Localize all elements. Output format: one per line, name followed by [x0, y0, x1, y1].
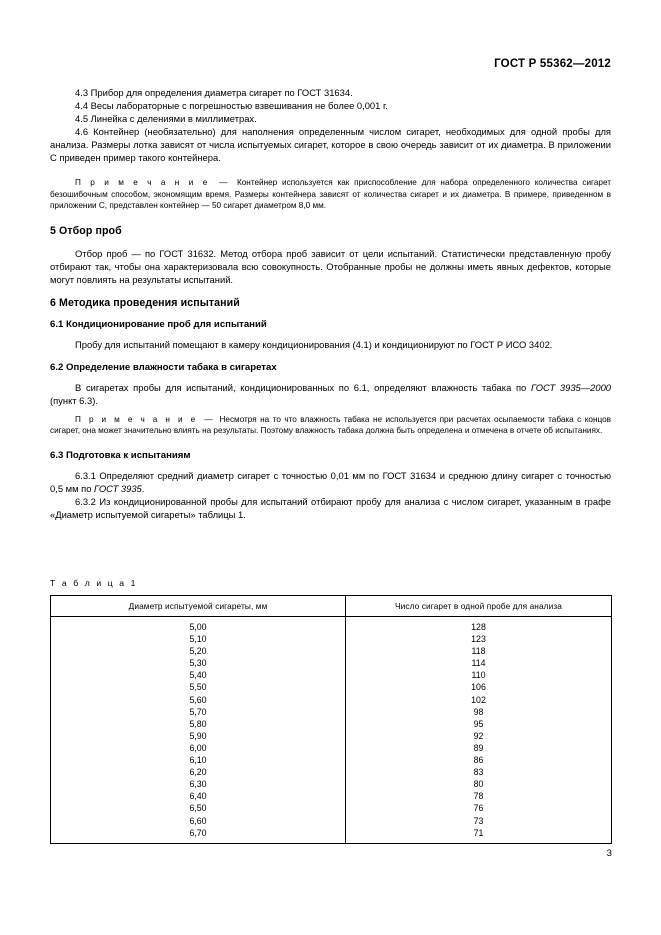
cell-count: 110 [346, 669, 612, 681]
cell-diameter: 6,60 [51, 815, 346, 827]
table-row [51, 681, 612, 693]
table-header [51, 596, 612, 617]
cell-count: 106 [346, 681, 612, 693]
clause-6-2-heading: 6.2 Определение влажности табака в сигаретах [50, 361, 277, 373]
note-2 [50, 414, 611, 437]
section-6-heading: 6 Методика проведения испытаний [50, 296, 240, 309]
document-body [50, 86, 611, 521]
cell-count: 80 [346, 778, 612, 790]
cell-count: 114 [346, 657, 612, 669]
clause-6-2-text-b: (пункт 6.3). [50, 394, 98, 406]
cell-count: 95 [346, 718, 612, 730]
cell-count: 89 [346, 742, 612, 754]
section-5-heading: 5 Отбор проб [50, 224, 122, 237]
cell-diameter: 6,40 [51, 790, 346, 802]
clause-4-5: 4.5 Линейка с делениями в миллиметрах. [75, 113, 257, 125]
cell-diameter: 5,40 [51, 669, 346, 681]
table-row [51, 802, 612, 814]
table-body [51, 617, 612, 844]
table-row [51, 754, 612, 766]
spacer [50, 330, 611, 338]
section-5-paragraph: Отбор проб — по ГОСТ 31632. Метод отбора проб зависит от цели испытаний. Статистически представленную пробу отбирают так, чтобы она характеризовала всю совокупность. Отобранные пробы не должны иметь явных дефектов, которые могут повлиять на результаты испытаний. [50, 247, 611, 285]
table-row [51, 645, 612, 657]
note-1-text: Контейнер используется как приспособление для набора определенного количества сигарет безошибочным способом, экономящим время. Размеры контейнера зависят от количества сигарет и их диаметра. В примере, приведенном в приложении С, представлен контейнер — 50 сигарет диаметром 8,0 мм. [50, 178, 611, 211]
note-1 [50, 177, 611, 211]
cell-count: 76 [346, 802, 612, 814]
spacer [50, 461, 611, 469]
cell-count: 83 [346, 766, 612, 778]
table-row [51, 742, 612, 754]
table-row [51, 718, 612, 730]
clause-6-3-1-paragraph [50, 469, 611, 495]
note-2-dash: — [204, 414, 213, 424]
clause-6-3-1-reference: ГОСТ 3935 [94, 482, 142, 494]
cell-diameter: 5,50 [51, 681, 346, 693]
table-row [51, 730, 612, 742]
clause-6-3-1-text-a: 6.3.1 Определяют средний диаметр сигарет с точностью 0,01 мм по ГОСТ 31634 и среднюю длину сигарет с точностью 0,5 мм по [50, 469, 611, 494]
table-row [51, 633, 612, 645]
table-caption: Т а б л и ц а 1 [50, 578, 138, 588]
table-row [51, 657, 612, 669]
spacer [50, 286, 611, 297]
cell-count: 98 [346, 706, 612, 718]
table-row [51, 815, 612, 827]
spacer [50, 437, 611, 450]
cell-diameter: 5,90 [51, 730, 346, 742]
cell-count: 78 [346, 790, 612, 802]
cell-diameter: 5,10 [51, 633, 346, 645]
cell-diameter: 5,60 [51, 694, 346, 706]
table-row [51, 669, 612, 681]
cell-diameter: 5,00 [51, 617, 346, 634]
table-row [51, 790, 612, 802]
cell-diameter: 6,00 [51, 742, 346, 754]
cell-count: 92 [346, 730, 612, 742]
cell-diameter: 6,10 [51, 754, 346, 766]
spacer [50, 373, 611, 381]
cell-diameter: 5,70 [51, 706, 346, 718]
spacer [50, 164, 611, 177]
clause-6-3-2-paragraph: 6.3.2 Из кондиционированной пробы для испытаний отбирают пробу для анализа с числом сигарет, указанным в графе «Диаметр испытуемой сигареты» таблицы 1. [50, 495, 611, 520]
table-row [51, 827, 612, 844]
cell-count: 123 [346, 633, 612, 645]
spacer [50, 309, 611, 319]
note-2-text: Несмотря на то что влажность табака не используется при расчетах осыпаемости табака с концов сигарет, она может значительно влиять на результаты. Поэтому влажность табака должна быть определена и отмечена в отчете об испытаниях. [50, 414, 611, 436]
clause-6-2-text-a: В сигаретах пробы для испытаний, кондиционированных по 6.1, определяют влажность табака по [75, 381, 531, 393]
cell-count: 128 [346, 617, 612, 634]
cell-count: 73 [346, 815, 612, 827]
spacer [50, 351, 611, 362]
table-1 [50, 595, 612, 844]
table-row [51, 778, 612, 790]
spacer [50, 407, 611, 414]
clause-6-2-paragraph [50, 381, 611, 407]
clause-4-3: 4.3 Прибор для определения диаметра сигарет по ГОСТ 31634. [75, 87, 353, 98]
cell-diameter: 5,20 [51, 645, 346, 657]
clause-6-3-1-text-b: . [141, 482, 145, 494]
cell-diameter: 6,30 [51, 778, 346, 790]
cell-count: 102 [346, 694, 612, 706]
clause-4-4: 4.4 Весы лабораторные с погрешностью взвешивания не более 0,001 г. [75, 100, 388, 112]
clause-6-1-paragraph: Пробу для испытаний помещают в камеру кондиционирования (4.1) и кондиционируют по ГОСТ Р ИСО 3402. [75, 338, 553, 350]
clause-6-1-heading: 6.1 Кондиционирование проб для испытаний [50, 318, 267, 330]
column-header-diameter: Диаметр испытуемой сигареты, мм [51, 596, 346, 617]
clause-4-6: 4.6 Контейнер (необязательно) для наполнения определенным числом сигарет, необходимых для одной пробы для анализа. Размеры лотка зависят от числа испытуемых сигарет, которое в свою очередь зависит от их диаметра. В приложении С приведен пример такого контейнера. [50, 126, 611, 164]
clause-6-2-reference: ГОСТ 3935—2000 [530, 381, 611, 393]
cell-diameter: 6,50 [51, 802, 346, 814]
table-header-row [51, 596, 612, 617]
column-header-count: Число сигарет в одной пробе для анализа [346, 596, 612, 617]
cell-diameter: 5,80 [51, 718, 346, 730]
table-row [51, 617, 612, 634]
spacer [50, 212, 611, 225]
page-header-standard-id: ГОСТ Р 55362—2012 [494, 58, 611, 70]
cell-count: 86 [346, 754, 612, 766]
note-1-dash: — [219, 178, 228, 188]
cell-diameter: 5,30 [51, 657, 346, 669]
note-1-label: П р и м е ч а н и е [75, 178, 210, 188]
cell-diameter: 6,70 [51, 827, 346, 844]
note-2-label: П р и м е ч а н и е [75, 414, 198, 424]
table-row [51, 766, 612, 778]
cell-count: 118 [346, 645, 612, 657]
table-row [51, 706, 612, 718]
cell-diameter: 6,20 [51, 766, 346, 778]
cell-count: 71 [346, 827, 612, 844]
table-row [51, 694, 612, 706]
page-number: 3 [606, 848, 612, 859]
spacer [50, 237, 611, 247]
clause-6-3-heading: 6.3 Подготовка к испытаниям [50, 449, 191, 461]
